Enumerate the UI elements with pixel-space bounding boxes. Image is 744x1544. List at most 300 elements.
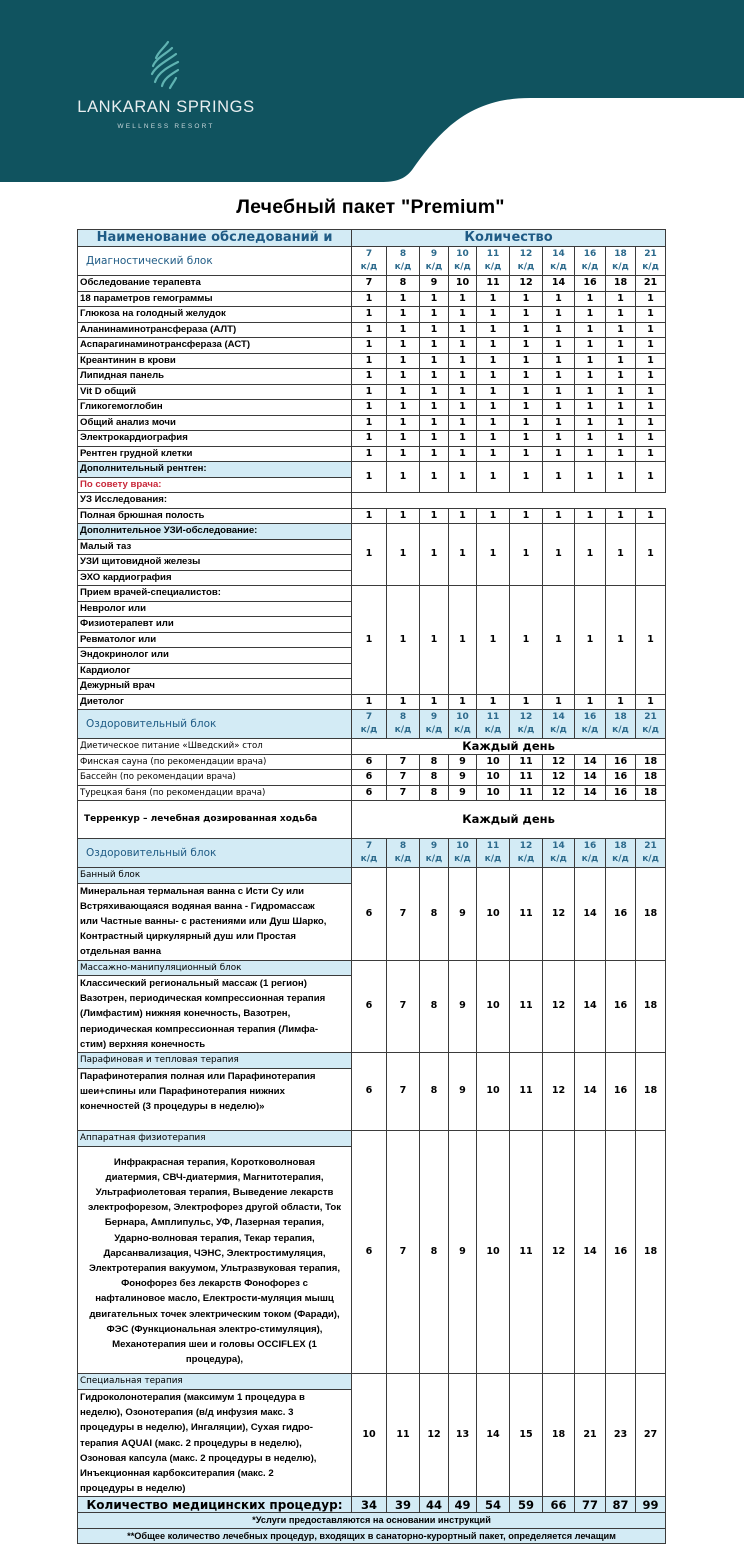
total-value: 34 xyxy=(352,1497,387,1513)
item-label: Турецкая баня (по рекомендации врача) xyxy=(78,785,352,801)
value-cell: 1 xyxy=(636,353,666,369)
item-label: Аспарагинаминотрансфераза (АСТ) xyxy=(78,338,352,354)
empty-cell xyxy=(352,493,666,509)
value-cell: 1 xyxy=(449,431,477,447)
value-cell: 1 xyxy=(606,415,636,431)
value-cell: 14 xyxy=(575,1053,606,1131)
value-cell: 7 xyxy=(387,770,420,786)
value-cell: 1 xyxy=(510,384,543,400)
block-title-row xyxy=(78,1374,666,1390)
item-label: Общий анализ мочи xyxy=(78,415,352,431)
value-cell: 14 xyxy=(575,754,606,770)
value-cell: 8 xyxy=(420,785,449,801)
value-cell: 1 xyxy=(352,586,387,695)
value-cell: 15 xyxy=(510,1374,543,1497)
value-cell: 14 xyxy=(543,276,575,292)
value-cell: 1 xyxy=(477,291,510,307)
item-label: Электрокардиография xyxy=(78,431,352,447)
value-cell: 1 xyxy=(420,508,449,524)
value-cell: 12 xyxy=(543,1131,575,1374)
value-cell: 1 xyxy=(387,586,420,695)
value-cell: 6 xyxy=(352,960,387,1053)
value-cell: 7 xyxy=(352,276,387,292)
table-row xyxy=(78,462,666,478)
value-cell: 1 xyxy=(543,400,575,416)
value-cell: 1 xyxy=(387,462,420,493)
value-cell: 1 xyxy=(636,369,666,385)
value-cell: 8 xyxy=(387,276,420,292)
value-cell: 10 xyxy=(477,1053,510,1131)
value-cell: 16 xyxy=(606,868,636,961)
value-cell: 1 xyxy=(420,415,449,431)
day-header-cell: 21 к/д xyxy=(636,247,666,276)
value-cell: 18 xyxy=(636,1053,666,1131)
value-cell: 9 xyxy=(449,770,477,786)
block-title: Специальная терапия xyxy=(78,1374,352,1390)
value-cell: 1 xyxy=(606,307,636,323)
value-cell: 16 xyxy=(575,276,606,292)
header-row xyxy=(78,247,666,276)
block-title-row xyxy=(78,1131,666,1147)
table-row xyxy=(78,446,666,462)
value-cell: 1 xyxy=(420,307,449,323)
value-cell: 1 xyxy=(449,586,477,695)
value-cell: 14 xyxy=(575,1131,606,1374)
value-cell: 1 xyxy=(510,338,543,354)
day-header-cell: 16 к/д xyxy=(575,839,606,868)
table-row xyxy=(78,415,666,431)
table-row xyxy=(78,586,666,602)
value-cell: 14 xyxy=(575,770,606,786)
value-cell: 1 xyxy=(477,586,510,695)
value-cell: 8 xyxy=(420,960,449,1053)
item-label: Диетическое питание «Шведский» стол xyxy=(78,739,352,755)
value-cell: 1 xyxy=(510,322,543,338)
value-cell: 1 xyxy=(606,446,636,462)
table-row xyxy=(78,369,666,385)
water-drop-logo-icon xyxy=(146,40,186,90)
value-cell: 12 xyxy=(543,754,575,770)
day-header-cell: 8 к/д xyxy=(387,710,420,739)
value-cell: 1 xyxy=(543,353,575,369)
value-cell: 1 xyxy=(510,462,543,493)
block-title: Массажно-манипуляционный блок xyxy=(78,960,352,976)
value-cell: 1 xyxy=(636,524,666,586)
column-header-quantity: Количество xyxy=(352,230,666,247)
value-cell: 21 xyxy=(636,276,666,292)
value-cell: 1 xyxy=(420,431,449,447)
item-label: Прием врачей-специалистов: xyxy=(78,586,352,602)
value-cell: 1 xyxy=(575,338,606,354)
value-cell: 9 xyxy=(449,1131,477,1374)
value-cell: 1 xyxy=(543,415,575,431)
value-cell: 1 xyxy=(449,384,477,400)
value-cell: 9 xyxy=(449,960,477,1053)
section-ultrasound: УЗ Исследования: xyxy=(78,493,352,509)
value-cell: 1 xyxy=(420,291,449,307)
value-cell: 6 xyxy=(352,1053,387,1131)
value-cell: 1 xyxy=(387,508,420,524)
value-cell: 1 xyxy=(477,508,510,524)
item-label: Аланинаминотрансфераза (АЛТ) xyxy=(78,322,352,338)
note-row xyxy=(78,1528,666,1544)
value-cell: 11 xyxy=(477,276,510,292)
brand-subtitle: WELLNESS RESORT xyxy=(117,123,215,130)
day-header-cell: 14 к/д xyxy=(543,247,575,276)
value-cell: 1 xyxy=(606,400,636,416)
value-cell: 14 xyxy=(575,785,606,801)
value-cell: 8 xyxy=(420,754,449,770)
block-description: Минеральная термальная ванна с Исти Су или Встряхивающаяся водяная ванна - Гидромассаж или Частные ванны- с растениями или Душ Шарко, Контрастный циркулярный душ или Простая отдельная ванна xyxy=(78,883,352,960)
value-cell: 1 xyxy=(449,524,477,586)
total-value: 54 xyxy=(477,1497,510,1513)
value-cell: 1 xyxy=(420,369,449,385)
day-header-cell: 21 к/д xyxy=(636,710,666,739)
value-cell: 1 xyxy=(387,415,420,431)
value-cell: 1 xyxy=(543,694,575,710)
value-cell: 1 xyxy=(449,400,477,416)
value-cell: 1 xyxy=(606,508,636,524)
value-cell: 1 xyxy=(387,524,420,586)
value-cell: 8 xyxy=(420,868,449,961)
value-cell: 6 xyxy=(352,785,387,801)
value-cell: 21 xyxy=(575,1374,606,1497)
block-title-row xyxy=(78,868,666,884)
value-cell: 1 xyxy=(636,415,666,431)
value-cell: 1 xyxy=(477,446,510,462)
item-label: Vit D общий xyxy=(78,384,352,400)
day-header-cell: 9 к/д xyxy=(420,839,449,868)
day-header-cell: 18 к/д xyxy=(606,247,636,276)
value-cell: 1 xyxy=(636,508,666,524)
value-cell: 1 xyxy=(449,353,477,369)
block-description: Парафинотерапия полная или Парафинотерапия шеи+спины или Парафинотерапия нижних конечностей (3 процедуры в неделю)» xyxy=(78,1068,352,1131)
value-cell: 1 xyxy=(575,291,606,307)
item-label: Финская сауна (по рекомендации врача) xyxy=(78,754,352,770)
value-cell: 1 xyxy=(352,400,387,416)
value-cell: 1 xyxy=(575,322,606,338)
value-cell: 1 xyxy=(575,694,606,710)
value-cell: 1 xyxy=(449,322,477,338)
table-row xyxy=(78,307,666,323)
total-label: Количество медицинских процедур: xyxy=(78,1497,352,1513)
table-row xyxy=(78,508,666,524)
value-cell: 1 xyxy=(477,415,510,431)
day-header-cell: 11 к/д xyxy=(477,710,510,739)
value-cell: 14 xyxy=(575,868,606,961)
value-cell: 1 xyxy=(420,462,449,493)
value-cell: 18 xyxy=(636,785,666,801)
value-cell: 1 xyxy=(510,307,543,323)
table-row xyxy=(78,801,666,839)
value-cell: 1 xyxy=(387,694,420,710)
day-header-cell: 18 к/д xyxy=(606,839,636,868)
value-cell: 1 xyxy=(387,338,420,354)
day-header-cell: 9 к/д xyxy=(420,247,449,276)
day-header-cell: 10 к/д xyxy=(449,710,477,739)
value-cell: 8 xyxy=(420,770,449,786)
day-header-cell: 8 к/д xyxy=(387,247,420,276)
value-cell: 11 xyxy=(510,785,543,801)
day-header-cell: 8 к/д xyxy=(387,839,420,868)
value-cell: 1 xyxy=(352,307,387,323)
total-value: 87 xyxy=(606,1497,636,1513)
value-cell: 1 xyxy=(575,524,606,586)
value-cell: 1 xyxy=(636,384,666,400)
value-cell: 1 xyxy=(352,291,387,307)
value-cell: 1 xyxy=(636,431,666,447)
value-cell: 16 xyxy=(606,754,636,770)
value-cell: 16 xyxy=(606,1131,636,1374)
value-cell: 9 xyxy=(449,785,477,801)
value-cell: 1 xyxy=(510,694,543,710)
value-cell: 1 xyxy=(543,508,575,524)
value-cell: 12 xyxy=(543,770,575,786)
section-diagnostic: Диагностический блок xyxy=(78,247,352,276)
value-cell: 1 xyxy=(352,353,387,369)
total-value: 49 xyxy=(449,1497,477,1513)
block-title-row xyxy=(78,1053,666,1069)
value-cell: 1 xyxy=(575,462,606,493)
value-cell: 1 xyxy=(510,508,543,524)
value-cell: 1 xyxy=(510,446,543,462)
value-cell: 18 xyxy=(636,1131,666,1374)
block-description: Классический региональный массаж (1 регион) Вазотрен, периодическая компрессионная терапия (Лимфастим) нижняя конечность, Вазотрен, периодическая компрессионная терапия (Лимфа- стим) верхняя конечность xyxy=(78,976,352,1053)
value-cell: 1 xyxy=(636,462,666,493)
table-row xyxy=(78,785,666,801)
total-value: 77 xyxy=(575,1497,606,1513)
day-header-cell: 14 к/д xyxy=(543,839,575,868)
item-label: Рентген грудной клетки xyxy=(78,446,352,462)
value-cell: 12 xyxy=(543,868,575,961)
section-wellness: Оздоровительный блок xyxy=(78,710,352,739)
value-cell: 1 xyxy=(352,431,387,447)
value-cell: 16 xyxy=(606,1053,636,1131)
item-label: Физиотерапевт или xyxy=(78,617,352,633)
day-header-cell: 16 к/д xyxy=(575,247,606,276)
value-cell: 1 xyxy=(449,446,477,462)
item-label: Креантинин в крови xyxy=(78,353,352,369)
value-cell: 11 xyxy=(510,960,543,1053)
value-cell: 1 xyxy=(606,338,636,354)
value-cell: 1 xyxy=(575,431,606,447)
value-cell: 1 xyxy=(387,400,420,416)
item-label: Малый таз xyxy=(78,539,352,555)
value-cell: 16 xyxy=(606,960,636,1053)
value-cell: 1 xyxy=(636,338,666,354)
value-cell: 7 xyxy=(387,754,420,770)
day-header-cell: 14 к/д xyxy=(543,710,575,739)
value-cell: 1 xyxy=(510,291,543,307)
value-cell: 1 xyxy=(636,291,666,307)
brand-block xyxy=(0,40,332,130)
value-cell: 1 xyxy=(636,446,666,462)
value-cell: 16 xyxy=(606,785,636,801)
table-row xyxy=(78,493,666,509)
value-cell: 1 xyxy=(420,322,449,338)
item-label: Обследование терапевта xyxy=(78,276,352,292)
value-cell: 6 xyxy=(352,1131,387,1374)
value-cell: 1 xyxy=(606,384,636,400)
value-cell: 1 xyxy=(606,322,636,338)
table-row xyxy=(78,694,666,710)
block-description: Инфракрасная терапия, Коротковолновая диатермия, СВЧ-диатермия, Магнитотерапия, Ультрафиолетовая терапия, Выведение лекарств электрофорезом, Электрофорез другой области, Ток Бернара, Амплипульс, УФ, Лазерная терапия, Ударно-волновая терапия, Текар терапия, Дарсанвализация, ЧЭНС, Электростимуляция, Электротерапия вакуумом, Ультразвуковая терапия, Фонофорез без лекарств Фонофорез с нафталиновое масло, Електрости-муляция мышц двигательных точек электрическим током (Фаради), ФЭС (Функциональная электро-стимуляция), Механотерапия шеи и головы OCCIFLEX (1 процедура), xyxy=(78,1146,352,1374)
value-cell: 1 xyxy=(606,586,636,695)
value-cell: 13 xyxy=(449,1374,477,1497)
value-cell: 1 xyxy=(510,586,543,695)
value-cell: 1 xyxy=(575,446,606,462)
value-cell: 1 xyxy=(543,524,575,586)
total-value: 44 xyxy=(420,1497,449,1513)
item-label: Гликогемоглобин xyxy=(78,400,352,416)
value-cell: 1 xyxy=(449,694,477,710)
table-row xyxy=(78,384,666,400)
value-cell: 1 xyxy=(477,307,510,323)
value-cell: 1 xyxy=(352,369,387,385)
total-value: 99 xyxy=(636,1497,666,1513)
value-cell: 1 xyxy=(543,384,575,400)
value-cell: 18 xyxy=(636,770,666,786)
value-cell: 8 xyxy=(420,1053,449,1131)
value-cell: 1 xyxy=(543,307,575,323)
section-header-row xyxy=(78,839,666,868)
value-cell: 6 xyxy=(352,868,387,961)
value-cell: 10 xyxy=(477,754,510,770)
value-cell: 1 xyxy=(477,462,510,493)
value-cell: 1 xyxy=(606,291,636,307)
table-row xyxy=(78,276,666,292)
value-cell: 9 xyxy=(449,868,477,961)
table-row xyxy=(78,400,666,416)
value-cell: 1 xyxy=(636,400,666,416)
value-cell: 1 xyxy=(510,431,543,447)
value-cell: 11 xyxy=(510,770,543,786)
table-row xyxy=(78,338,666,354)
day-header-cell: 21 к/д xyxy=(636,839,666,868)
value-cell: 1 xyxy=(575,415,606,431)
value-cell: 7 xyxy=(387,960,420,1053)
value-cell: 1 xyxy=(477,400,510,416)
item-label: Дежурный врач xyxy=(78,679,352,695)
value-cell: 1 xyxy=(387,353,420,369)
column-header-name: Наименование обследований и xyxy=(78,230,352,247)
value-cell: 27 xyxy=(636,1374,666,1497)
value-cell: 1 xyxy=(352,338,387,354)
value-cell: 12 xyxy=(543,960,575,1053)
value-cell: 1 xyxy=(352,384,387,400)
value-cell: 1 xyxy=(477,322,510,338)
package-table xyxy=(77,229,666,1544)
item-label: Дополнительное УЗИ-обследование: xyxy=(78,524,352,540)
value-cell: 10 xyxy=(477,1131,510,1374)
every-day-cell: Каждый день xyxy=(352,739,666,755)
table-row xyxy=(78,739,666,755)
day-header-cell: 16 к/д xyxy=(575,710,606,739)
value-cell: 1 xyxy=(352,322,387,338)
value-cell: 1 xyxy=(352,508,387,524)
value-cell: 1 xyxy=(606,353,636,369)
value-cell: 1 xyxy=(387,431,420,447)
value-cell: 1 xyxy=(352,524,387,586)
value-cell: 1 xyxy=(636,307,666,323)
section-wellness: Оздоровительный блок xyxy=(78,839,352,868)
value-cell: 11 xyxy=(510,868,543,961)
value-cell: 1 xyxy=(449,291,477,307)
item-label: Полная брюшная полость xyxy=(78,508,352,524)
value-cell: 1 xyxy=(575,586,606,695)
table-row xyxy=(78,291,666,307)
value-cell: 10 xyxy=(352,1374,387,1497)
value-cell: 11 xyxy=(510,1053,543,1131)
value-cell: 1 xyxy=(575,400,606,416)
value-cell: 18 xyxy=(543,1374,575,1497)
item-label: Дополнительный рентген: xyxy=(78,462,352,478)
table-row xyxy=(78,770,666,786)
item-label: Ревматолог или xyxy=(78,632,352,648)
total-value: 39 xyxy=(387,1497,420,1513)
block-title: Банный блок xyxy=(78,868,352,884)
value-cell: 1 xyxy=(543,338,575,354)
value-cell: 7 xyxy=(387,1131,420,1374)
value-cell: 1 xyxy=(477,369,510,385)
value-cell: 1 xyxy=(510,524,543,586)
value-cell: 6 xyxy=(352,770,387,786)
value-cell: 1 xyxy=(575,369,606,385)
value-cell: 12 xyxy=(543,1053,575,1131)
value-cell: 1 xyxy=(420,694,449,710)
day-header-cell: 12 к/д xyxy=(510,247,543,276)
value-cell: 7 xyxy=(387,785,420,801)
value-cell: 1 xyxy=(352,446,387,462)
value-cell: 1 xyxy=(575,508,606,524)
item-label: Диетолог xyxy=(78,694,352,710)
value-cell: 1 xyxy=(352,462,387,493)
value-cell: 1 xyxy=(387,446,420,462)
value-cell: 12 xyxy=(420,1374,449,1497)
value-cell: 1 xyxy=(636,586,666,695)
value-cell: 1 xyxy=(387,369,420,385)
value-cell: 18 xyxy=(636,868,666,961)
block-title: Парафиновая и тепловая терапия xyxy=(78,1053,352,1069)
value-cell: 1 xyxy=(543,369,575,385)
value-cell: 1 xyxy=(510,400,543,416)
value-cell: 1 xyxy=(352,415,387,431)
day-header-cell: 11 к/д xyxy=(477,839,510,868)
value-cell: 10 xyxy=(477,868,510,961)
value-cell: 1 xyxy=(420,384,449,400)
total-value: 66 xyxy=(543,1497,575,1513)
value-cell: 18 xyxy=(636,754,666,770)
header-row xyxy=(78,230,666,247)
day-header-cell: 18 к/д xyxy=(606,710,636,739)
page-title: Лечебный пакет "Premium" xyxy=(236,196,505,218)
value-cell: 1 xyxy=(449,338,477,354)
value-cell: 1 xyxy=(606,694,636,710)
day-header-cell: 10 к/д xyxy=(449,839,477,868)
value-cell: 1 xyxy=(606,524,636,586)
value-cell: 1 xyxy=(420,586,449,695)
value-cell: 1 xyxy=(477,524,510,586)
value-cell: 7 xyxy=(387,868,420,961)
value-cell: 1 xyxy=(575,384,606,400)
value-cell: 1 xyxy=(636,322,666,338)
item-label: Эндокринолог или xyxy=(78,648,352,664)
item-label: Бассейн (по рекомендации врача) xyxy=(78,770,352,786)
day-header-cell: 9 к/д xyxy=(420,710,449,739)
block-title-row xyxy=(78,960,666,976)
value-cell: 14 xyxy=(477,1374,510,1497)
item-label: УЗИ щитовидной железы xyxy=(78,555,352,571)
